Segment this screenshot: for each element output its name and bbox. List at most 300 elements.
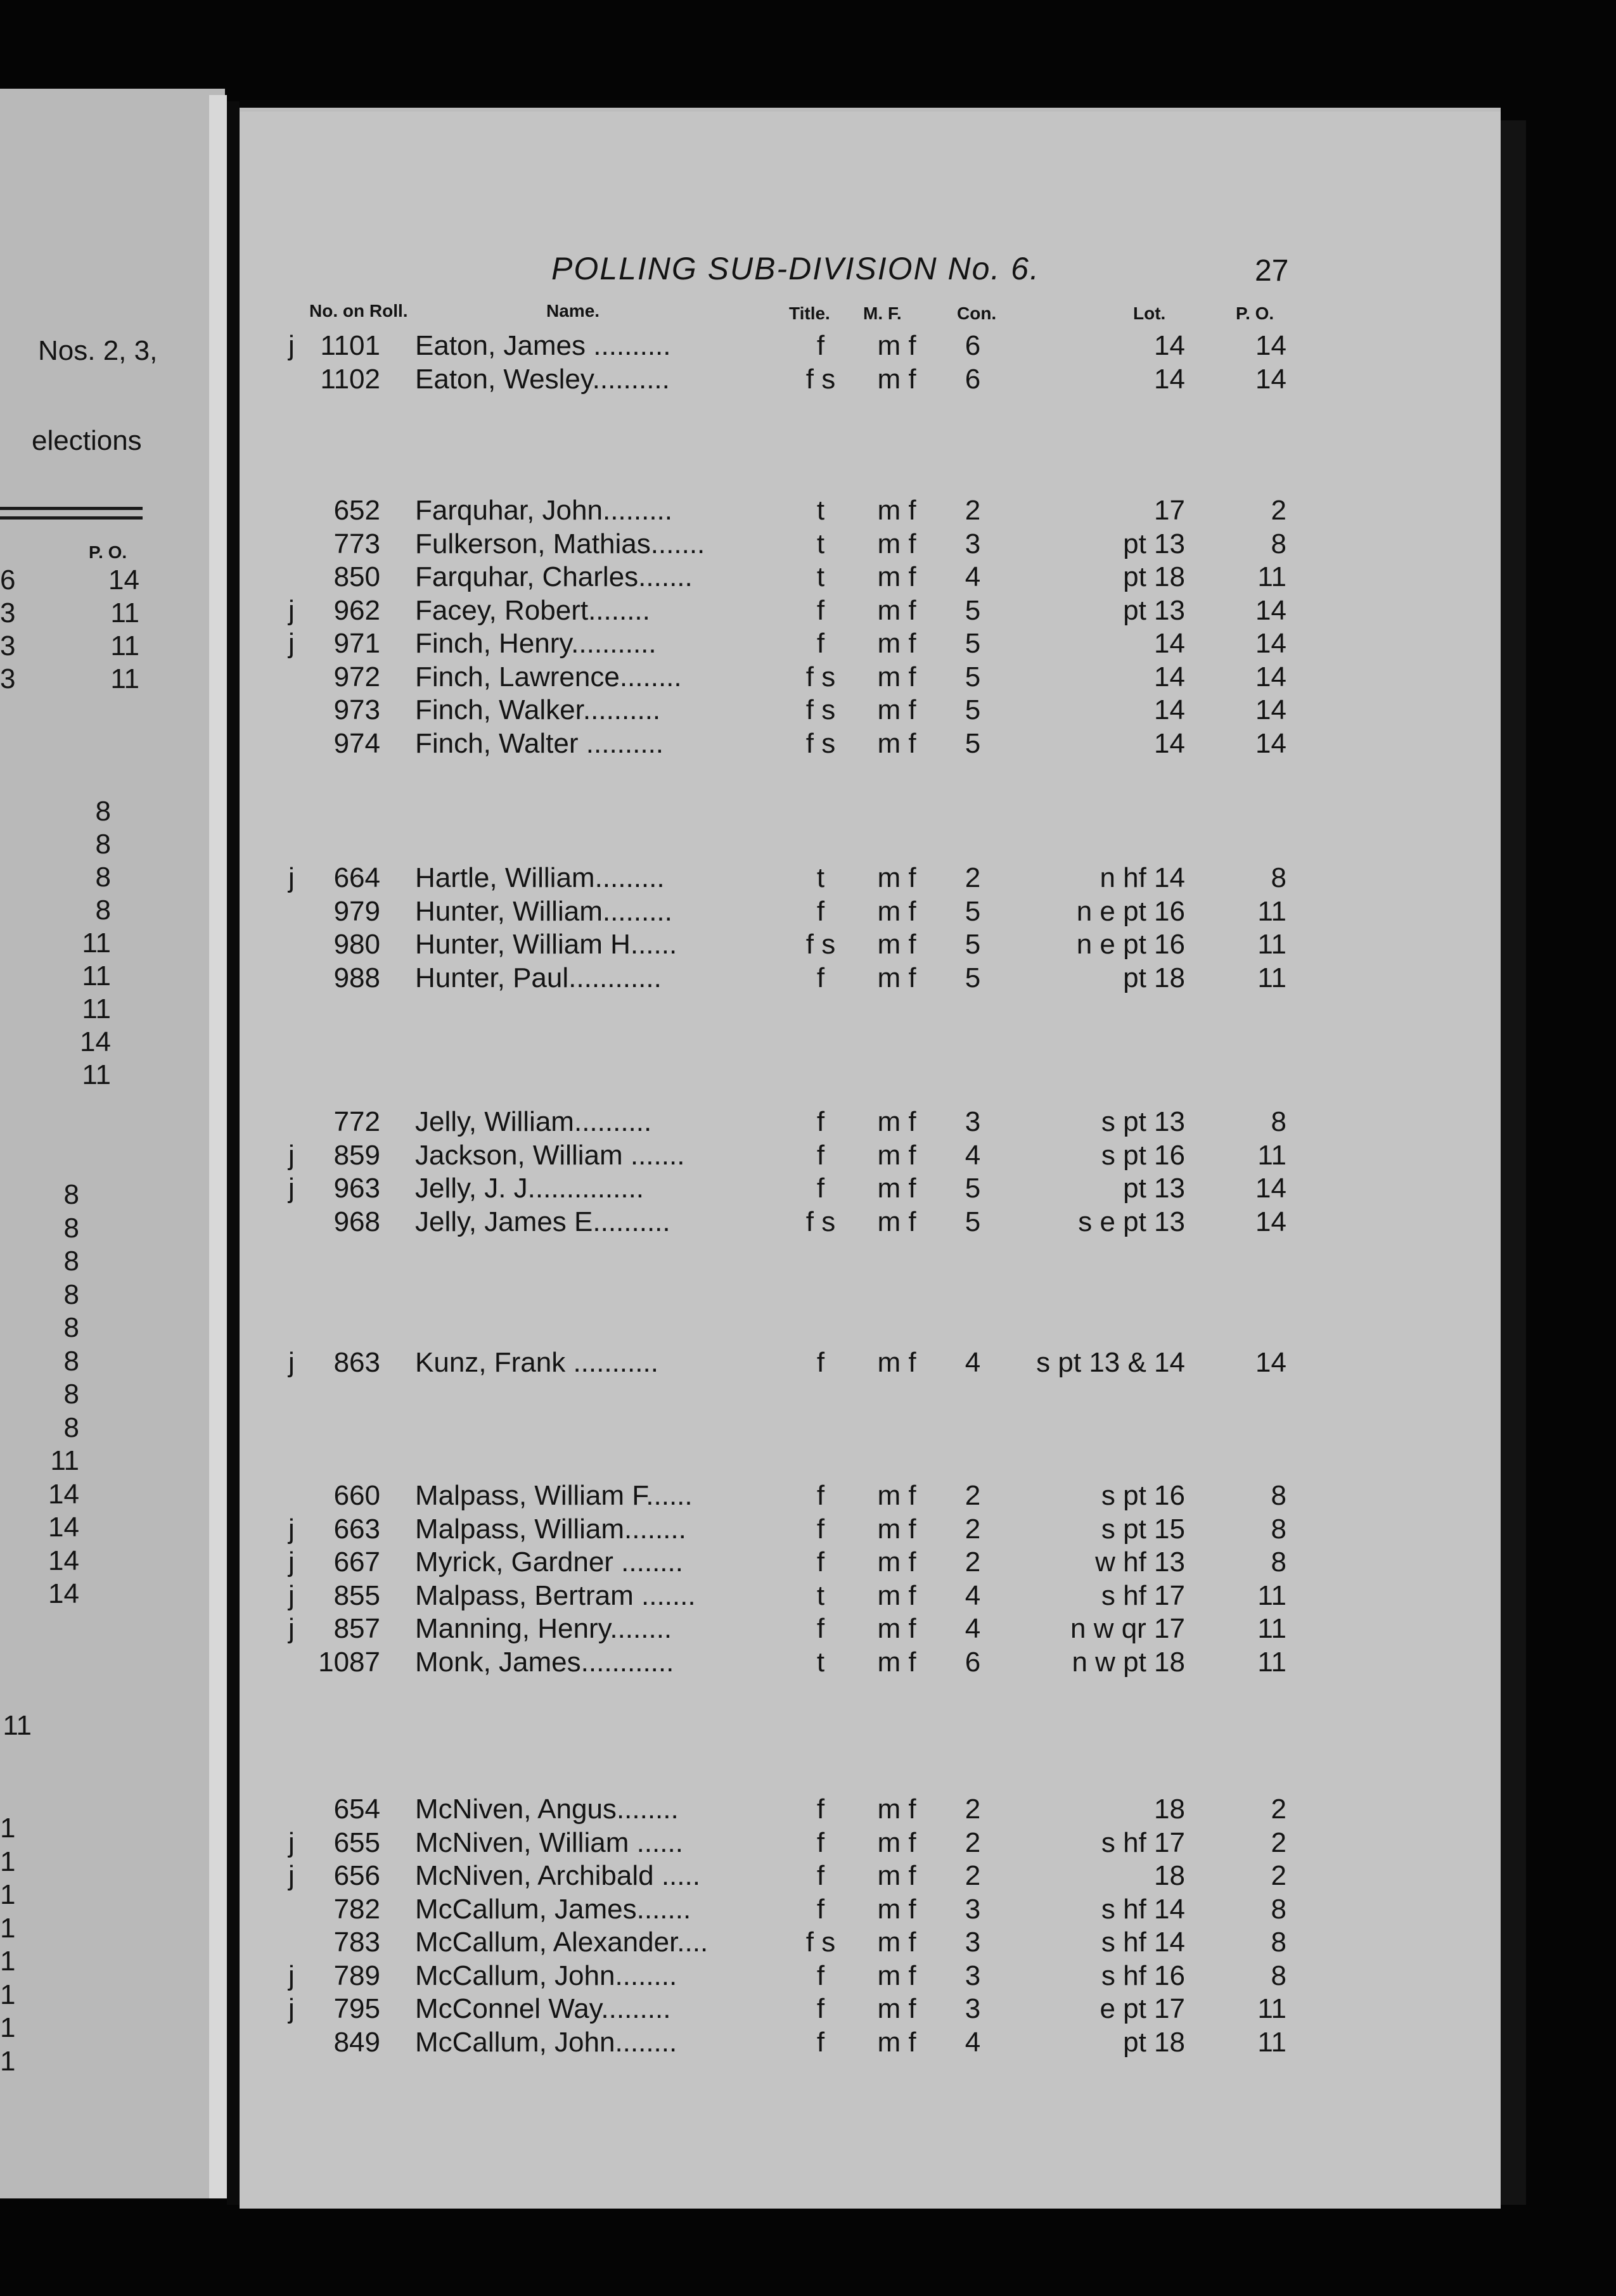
title-code: f bbox=[816, 628, 825, 659]
concession: 4 bbox=[965, 1579, 981, 1611]
title-code: f bbox=[816, 1106, 825, 1137]
voter-name: Hunter, William H bbox=[415, 929, 631, 960]
title-code: f bbox=[816, 1347, 825, 1378]
roll-number: 972 bbox=[333, 661, 380, 692]
dot-leader: .......... bbox=[586, 330, 671, 361]
mf-code: m f bbox=[877, 1579, 916, 1611]
title-code: t bbox=[816, 1579, 825, 1611]
voter-name-cell bbox=[415, 1106, 651, 1138]
lot: 14 bbox=[1154, 363, 1185, 395]
concession: 5 bbox=[965, 929, 981, 960]
title-code: f bbox=[816, 895, 825, 927]
dot-leader: ............ bbox=[568, 962, 662, 993]
roll-number: 980 bbox=[333, 929, 380, 960]
roll-number: 783 bbox=[333, 1927, 380, 1958]
concession: 5 bbox=[965, 1173, 981, 1204]
post-office: 2 bbox=[1271, 495, 1286, 526]
roll-number: 660 bbox=[333, 1480, 380, 1511]
roll-number: 773 bbox=[333, 528, 380, 559]
left-page-fragment-nos: Nos. 2, 3, bbox=[38, 335, 158, 366]
voter-name-cell bbox=[415, 661, 682, 694]
mf-code: m f bbox=[877, 962, 916, 993]
juror-mark: j bbox=[288, 1613, 295, 1644]
voter-name-cell bbox=[415, 1513, 686, 1546]
left-page-po-value: 8 bbox=[95, 796, 111, 827]
juror-mark: j bbox=[288, 1139, 295, 1171]
mf-code: m f bbox=[877, 1513, 916, 1545]
dot-leader: ........ bbox=[616, 1794, 679, 1825]
lot: 14 bbox=[1154, 330, 1185, 361]
concession: 3 bbox=[965, 1106, 981, 1137]
title-code: f s bbox=[805, 929, 836, 960]
mf-code: m f bbox=[877, 561, 916, 592]
left-page-po-value: 14 bbox=[48, 1478, 79, 1510]
lot: 18 bbox=[1154, 1860, 1185, 1891]
voter-name: Myrick, Gardner bbox=[415, 1547, 613, 1578]
left-page-po-value: 8 bbox=[95, 862, 111, 893]
juror-mark: j bbox=[288, 1993, 295, 2024]
left-page-po-value: 14 bbox=[48, 1578, 79, 1609]
left-page-po-value: 14 bbox=[80, 1026, 111, 1057]
concession: 5 bbox=[965, 594, 981, 626]
post-office: 2 bbox=[1271, 1794, 1286, 1825]
concession: 4 bbox=[965, 1347, 981, 1378]
voter-name: Finch, Lawrence bbox=[415, 661, 620, 692]
voter-name: Manning, Henry bbox=[415, 1613, 610, 1644]
left-page-edge-mark: 1 bbox=[0, 1979, 16, 2010]
dot-leader: ....... bbox=[622, 1139, 685, 1171]
voter-name-cell bbox=[415, 962, 662, 995]
roll-number: 667 bbox=[333, 1547, 380, 1578]
dot-leader: .......... bbox=[582, 694, 661, 725]
voter-name-cell bbox=[415, 694, 660, 727]
mf-code: m f bbox=[877, 594, 916, 626]
book-gutter bbox=[227, 101, 240, 2205]
voter-name-cell bbox=[415, 1793, 679, 1826]
voter-name-cell bbox=[415, 594, 650, 627]
voter-name: Finch, Henry bbox=[415, 628, 572, 659]
voter-name-cell bbox=[415, 1546, 683, 1579]
mf-code: m f bbox=[877, 895, 916, 927]
lot: 14 bbox=[1154, 661, 1185, 692]
voter-name-cell bbox=[415, 627, 657, 660]
post-office: 8 bbox=[1271, 1480, 1286, 1511]
left-page-po-value: 14 bbox=[48, 1512, 79, 1543]
lot: pt 18 bbox=[1123, 561, 1185, 592]
concession: 2 bbox=[965, 1480, 981, 1511]
lot: 14 bbox=[1154, 727, 1185, 759]
title-code: f bbox=[816, 1513, 825, 1545]
left-page-double-rule-2 bbox=[0, 516, 143, 520]
dot-leader: ......... bbox=[602, 495, 672, 526]
mf-code: m f bbox=[877, 1480, 916, 1511]
roll-number: 974 bbox=[333, 727, 380, 759]
mf-code: m f bbox=[877, 694, 916, 725]
left-page-po-value: 11 bbox=[50, 1445, 79, 1476]
voter-name-cell bbox=[415, 1859, 700, 1892]
left-page-po-header: P. O. bbox=[89, 542, 127, 562]
left-facing-page bbox=[0, 89, 225, 2198]
left-page-po-value: 8 bbox=[63, 1246, 79, 1277]
left-page-po-value: 8 bbox=[63, 1412, 79, 1443]
mf-code: m f bbox=[877, 495, 916, 526]
voter-name-cell bbox=[415, 494, 672, 527]
title-code: f bbox=[816, 330, 825, 361]
dot-leader: .............. bbox=[535, 1173, 644, 1204]
post-office: 14 bbox=[1255, 628, 1286, 659]
voter-name-cell bbox=[415, 561, 693, 594]
mf-code: m f bbox=[877, 628, 916, 659]
col-header-con: Con. bbox=[957, 303, 997, 323]
mf-code: m f bbox=[877, 1613, 916, 1644]
roll-number: 789 bbox=[333, 1960, 380, 1991]
voter-name: McCallum, James bbox=[415, 1893, 637, 1925]
mf-code: m f bbox=[877, 528, 916, 559]
voter-name: McNiven, Archibald bbox=[415, 1860, 654, 1891]
lot: n w pt 18 bbox=[1072, 1646, 1185, 1678]
left-page-po-value: 11 bbox=[82, 993, 111, 1024]
mf-code: m f bbox=[877, 1893, 916, 1925]
concession: 2 bbox=[965, 1513, 981, 1545]
mf-code: m f bbox=[877, 1347, 916, 1378]
concession: 2 bbox=[965, 1547, 981, 1578]
voter-name-cell bbox=[415, 528, 705, 561]
col-header-po: P. O. bbox=[1236, 303, 1274, 323]
voter-name: Fulkerson, Mathias bbox=[415, 528, 651, 559]
lot: s pt 13 & 14 bbox=[1036, 1347, 1185, 1378]
left-page-partial-digit: 3 bbox=[0, 630, 16, 661]
left-page-double-rule-1 bbox=[0, 507, 143, 510]
concession: 5 bbox=[965, 628, 981, 659]
left-page-po-value: 11 bbox=[110, 630, 139, 661]
post-office: 11 bbox=[1257, 962, 1286, 993]
mf-code: m f bbox=[877, 2026, 916, 2058]
mf-code: m f bbox=[877, 1927, 916, 1958]
voter-name: Eaton, James bbox=[415, 330, 586, 361]
concession: 5 bbox=[965, 727, 981, 759]
left-page-po-value: 11 bbox=[110, 597, 139, 628]
left-page-edge-mark: 1 bbox=[0, 1879, 16, 1910]
mf-code: m f bbox=[877, 1993, 916, 2024]
left-page-po-value: 11 bbox=[110, 663, 139, 694]
voter-name-cell bbox=[415, 1646, 674, 1679]
juror-mark: j bbox=[288, 594, 295, 626]
mf-code: m f bbox=[877, 1139, 916, 1171]
mf-code: m f bbox=[877, 1860, 916, 1891]
left-page-po-value: 11 bbox=[3, 1710, 32, 1741]
voter-name: Monk, James bbox=[415, 1646, 581, 1678]
roll-number: 652 bbox=[333, 495, 380, 526]
left-page-partial-digit: 3 bbox=[0, 663, 16, 694]
mf-code: m f bbox=[877, 1960, 916, 1991]
voter-name: Finch, Walter bbox=[415, 727, 579, 759]
concession: 5 bbox=[965, 962, 981, 993]
right-page-edge bbox=[1501, 120, 1526, 2205]
roll-number: 772 bbox=[333, 1106, 380, 1137]
title-code: f bbox=[816, 594, 825, 626]
juror-mark: j bbox=[288, 1513, 295, 1545]
title-code: f s bbox=[805, 1206, 836, 1237]
lot: pt 13 bbox=[1123, 528, 1185, 559]
mf-code: m f bbox=[877, 1646, 916, 1678]
page-number: 27 bbox=[1255, 254, 1289, 288]
page-title: POLLING SUB-DIVISION No. 6. bbox=[551, 251, 1040, 286]
lot: s pt 16 bbox=[1101, 1139, 1185, 1171]
dot-leader: .......... bbox=[574, 1106, 652, 1137]
lot: pt 18 bbox=[1123, 962, 1185, 993]
concession: 4 bbox=[965, 1613, 981, 1644]
dot-leader: ...... bbox=[630, 929, 677, 960]
lot: s pt 15 bbox=[1101, 1513, 1185, 1545]
mf-code: m f bbox=[877, 727, 916, 759]
voter-name-cell bbox=[415, 1139, 684, 1172]
roll-number: 971 bbox=[333, 628, 380, 659]
lot: 14 bbox=[1154, 628, 1185, 659]
roll-number: 795 bbox=[333, 1993, 380, 2024]
voter-name-cell bbox=[415, 1346, 658, 1379]
voter-name-cell bbox=[415, 895, 672, 928]
lot: pt 18 bbox=[1123, 2026, 1185, 2058]
lot: n w qr 17 bbox=[1070, 1613, 1185, 1644]
mf-code: m f bbox=[877, 1106, 916, 1137]
title-code: f s bbox=[805, 661, 836, 692]
dot-leader: ....... bbox=[636, 1893, 691, 1925]
voter-name-cell bbox=[415, 1206, 670, 1239]
title-code: t bbox=[816, 862, 825, 893]
post-office: 8 bbox=[1271, 1106, 1286, 1137]
lot: s hf 17 bbox=[1101, 1579, 1185, 1611]
title-code: f bbox=[816, 1860, 825, 1891]
left-page-po-value: 8 bbox=[95, 895, 111, 926]
post-office: 14 bbox=[1255, 363, 1286, 395]
dot-leader: ........ bbox=[588, 594, 650, 626]
col-header-name: Name. bbox=[546, 301, 600, 321]
mf-code: m f bbox=[877, 1794, 916, 1825]
voter-name: McNiven, William bbox=[415, 1827, 629, 1858]
left-page-partial-digit: 3 bbox=[0, 597, 16, 628]
voter-name: Hunter, Paul bbox=[415, 962, 569, 993]
concession: 3 bbox=[965, 528, 981, 559]
dot-leader: ........... bbox=[571, 628, 657, 659]
title-code: f s bbox=[805, 694, 836, 725]
voter-name-cell bbox=[415, 862, 665, 895]
concession: 3 bbox=[965, 1993, 981, 2024]
roll-number: 664 bbox=[333, 862, 380, 893]
lot: e pt 17 bbox=[1100, 1993, 1185, 2024]
voter-name-cell bbox=[415, 1926, 708, 1959]
voter-name: Eaton, Wesley bbox=[415, 363, 593, 395]
mf-code: m f bbox=[877, 1173, 916, 1204]
left-page-edge-mark: 1 bbox=[0, 1946, 16, 1977]
voter-name: Jelly, William bbox=[415, 1106, 574, 1137]
concession: 5 bbox=[965, 694, 981, 725]
concession: 3 bbox=[965, 1960, 981, 1991]
lot: s pt 13 bbox=[1101, 1106, 1185, 1137]
dot-leader: ........ bbox=[613, 1547, 683, 1578]
voter-name: Farquhar, John bbox=[415, 495, 603, 526]
voter-name: Jelly, J. J. bbox=[415, 1173, 535, 1204]
left-page-edge-mark: 1 bbox=[0, 2012, 16, 2043]
mf-code: m f bbox=[877, 1206, 916, 1237]
voter-name: Hunter, William bbox=[415, 895, 603, 927]
concession: 3 bbox=[965, 1927, 981, 1958]
dot-leader: ......... bbox=[601, 1993, 671, 2024]
voter-name: McCallum, Alexander bbox=[415, 1927, 677, 1958]
post-office: 11 bbox=[1257, 561, 1286, 592]
mf-code: m f bbox=[877, 862, 916, 893]
juror-mark: j bbox=[288, 1960, 295, 1991]
concession: 3 bbox=[965, 1893, 981, 1925]
voter-name-cell bbox=[415, 1827, 683, 1859]
post-office: 11 bbox=[1257, 1993, 1286, 2024]
voter-name-cell bbox=[415, 1993, 670, 2025]
post-office: 11 bbox=[1257, 2026, 1286, 2058]
left-page-po-value: 8 bbox=[63, 1179, 79, 1210]
voter-name-cell bbox=[415, 2026, 677, 2059]
mf-code: m f bbox=[877, 1827, 916, 1858]
post-office: 14 bbox=[1255, 661, 1286, 692]
voter-name-cell bbox=[415, 1172, 644, 1205]
mf-code: m f bbox=[877, 330, 916, 361]
left-page-po-value: 14 bbox=[108, 564, 139, 596]
post-office: 14 bbox=[1255, 330, 1286, 361]
post-office: 11 bbox=[1257, 929, 1286, 960]
title-code: f bbox=[816, 1794, 825, 1825]
dot-leader: ........... bbox=[565, 1347, 658, 1378]
voter-name: Malpass, William bbox=[415, 1513, 625, 1545]
roll-number: 963 bbox=[333, 1173, 380, 1204]
title-code: f s bbox=[805, 363, 836, 395]
mf-code: m f bbox=[877, 1547, 916, 1578]
lot: n e pt 16 bbox=[1076, 929, 1185, 960]
dot-leader: ....... bbox=[638, 561, 693, 592]
title-code: f bbox=[816, 1613, 825, 1644]
dot-leader: ........ bbox=[610, 1613, 672, 1644]
dot-leader: .......... bbox=[578, 727, 664, 759]
concession: 2 bbox=[965, 862, 981, 893]
voter-name: Facey, Robert bbox=[415, 594, 589, 626]
left-page-fragment-elections: elections bbox=[32, 425, 142, 456]
title-code: f s bbox=[805, 1927, 836, 1958]
voter-name: McCallum, John bbox=[415, 1960, 615, 1991]
left-page-edge-mark: 1 bbox=[0, 1912, 16, 1944]
left-page-edge-mark: 1 bbox=[0, 2045, 16, 2077]
post-office: 14 bbox=[1255, 727, 1286, 759]
left-page-po-value: 14 bbox=[48, 1545, 79, 1576]
voter-name-cell bbox=[415, 329, 671, 362]
title-code: f bbox=[816, 1139, 825, 1171]
post-office: 8 bbox=[1271, 1927, 1286, 1958]
roll-number: 988 bbox=[333, 962, 380, 993]
left-page-po-value: 11 bbox=[82, 1059, 111, 1090]
mf-code: m f bbox=[877, 661, 916, 692]
roll-number: 1087 bbox=[318, 1646, 380, 1678]
juror-mark: j bbox=[288, 1860, 295, 1891]
dot-leader: ........ bbox=[619, 661, 682, 692]
concession: 2 bbox=[965, 495, 981, 526]
left-page-partial-digit: 6 bbox=[0, 564, 16, 596]
concession: 2 bbox=[965, 1827, 981, 1858]
dot-leader: ........ bbox=[615, 2026, 677, 2058]
concession: 2 bbox=[965, 1860, 981, 1891]
concession: 6 bbox=[965, 363, 981, 395]
title-code: f bbox=[816, 1173, 825, 1204]
dot-leader: ...... bbox=[629, 1827, 683, 1858]
concession: 4 bbox=[965, 1139, 981, 1171]
mf-code: m f bbox=[877, 929, 916, 960]
dot-leader: .......... bbox=[592, 363, 670, 395]
roll-number: 863 bbox=[333, 1347, 380, 1378]
roll-number: 855 bbox=[333, 1579, 380, 1611]
title-code: t bbox=[816, 561, 825, 592]
roll-number: 973 bbox=[333, 694, 380, 725]
roll-number: 1101 bbox=[320, 330, 380, 361]
lot: 17 bbox=[1154, 495, 1185, 526]
lot: s hf 16 bbox=[1101, 1960, 1185, 1991]
juror-mark: j bbox=[288, 1579, 295, 1611]
left-page-po-value: 8 bbox=[63, 1279, 79, 1310]
lot: w hf 13 bbox=[1095, 1547, 1185, 1578]
lot: n e pt 16 bbox=[1076, 895, 1185, 927]
post-office: 11 bbox=[1257, 1579, 1286, 1611]
roll-number: 782 bbox=[333, 1893, 380, 1925]
title-code: f bbox=[816, 1827, 825, 1858]
roll-number: 857 bbox=[333, 1613, 380, 1644]
voter-name-cell bbox=[415, 727, 664, 760]
title-code: f s bbox=[805, 727, 836, 759]
juror-mark: j bbox=[288, 1547, 295, 1578]
post-office: 8 bbox=[1271, 1547, 1286, 1578]
col-header-lot: Lot. bbox=[1133, 303, 1166, 323]
roll-number: 1102 bbox=[320, 363, 380, 395]
dot-leader: ....... bbox=[650, 528, 705, 559]
post-office: 14 bbox=[1255, 594, 1286, 626]
left-page-po-value: 8 bbox=[63, 1212, 79, 1244]
dot-leader: .... bbox=[677, 1927, 709, 1958]
voter-name-cell bbox=[415, 928, 677, 961]
voter-name-cell bbox=[415, 1612, 672, 1645]
post-office: 14 bbox=[1255, 1347, 1286, 1378]
lot: s hf 17 bbox=[1101, 1827, 1185, 1858]
lot: s pt 16 bbox=[1101, 1480, 1185, 1511]
title-code: t bbox=[816, 528, 825, 559]
post-office: 11 bbox=[1257, 895, 1286, 927]
juror-mark: j bbox=[288, 628, 295, 659]
voter-name: Malpass, William F bbox=[415, 1480, 646, 1511]
lot: 14 bbox=[1154, 694, 1185, 725]
lot: s hf 14 bbox=[1101, 1927, 1185, 1958]
roll-number: 655 bbox=[333, 1827, 380, 1858]
mf-code: m f bbox=[877, 363, 916, 395]
lot: pt 13 bbox=[1123, 1173, 1185, 1204]
voter-name: McConnel Way bbox=[415, 1993, 601, 2024]
lot: 18 bbox=[1154, 1794, 1185, 1825]
title-code: f bbox=[816, 1993, 825, 2024]
roll-number: 968 bbox=[333, 1206, 380, 1237]
left-page-po-value: 8 bbox=[63, 1345, 79, 1377]
left-page-po-value: 11 bbox=[82, 960, 111, 992]
concession: 2 bbox=[965, 1794, 981, 1825]
left-page-po-value: 11 bbox=[82, 928, 111, 959]
post-office: 8 bbox=[1271, 1960, 1286, 1991]
lot: s e pt 13 bbox=[1078, 1206, 1185, 1237]
dot-leader: ....... bbox=[633, 1579, 696, 1611]
voter-name-cell bbox=[415, 1579, 696, 1612]
juror-mark: j bbox=[288, 1173, 295, 1204]
juror-mark: j bbox=[288, 1827, 295, 1858]
post-office: 8 bbox=[1271, 862, 1286, 893]
dot-leader: .......... bbox=[593, 1206, 670, 1237]
